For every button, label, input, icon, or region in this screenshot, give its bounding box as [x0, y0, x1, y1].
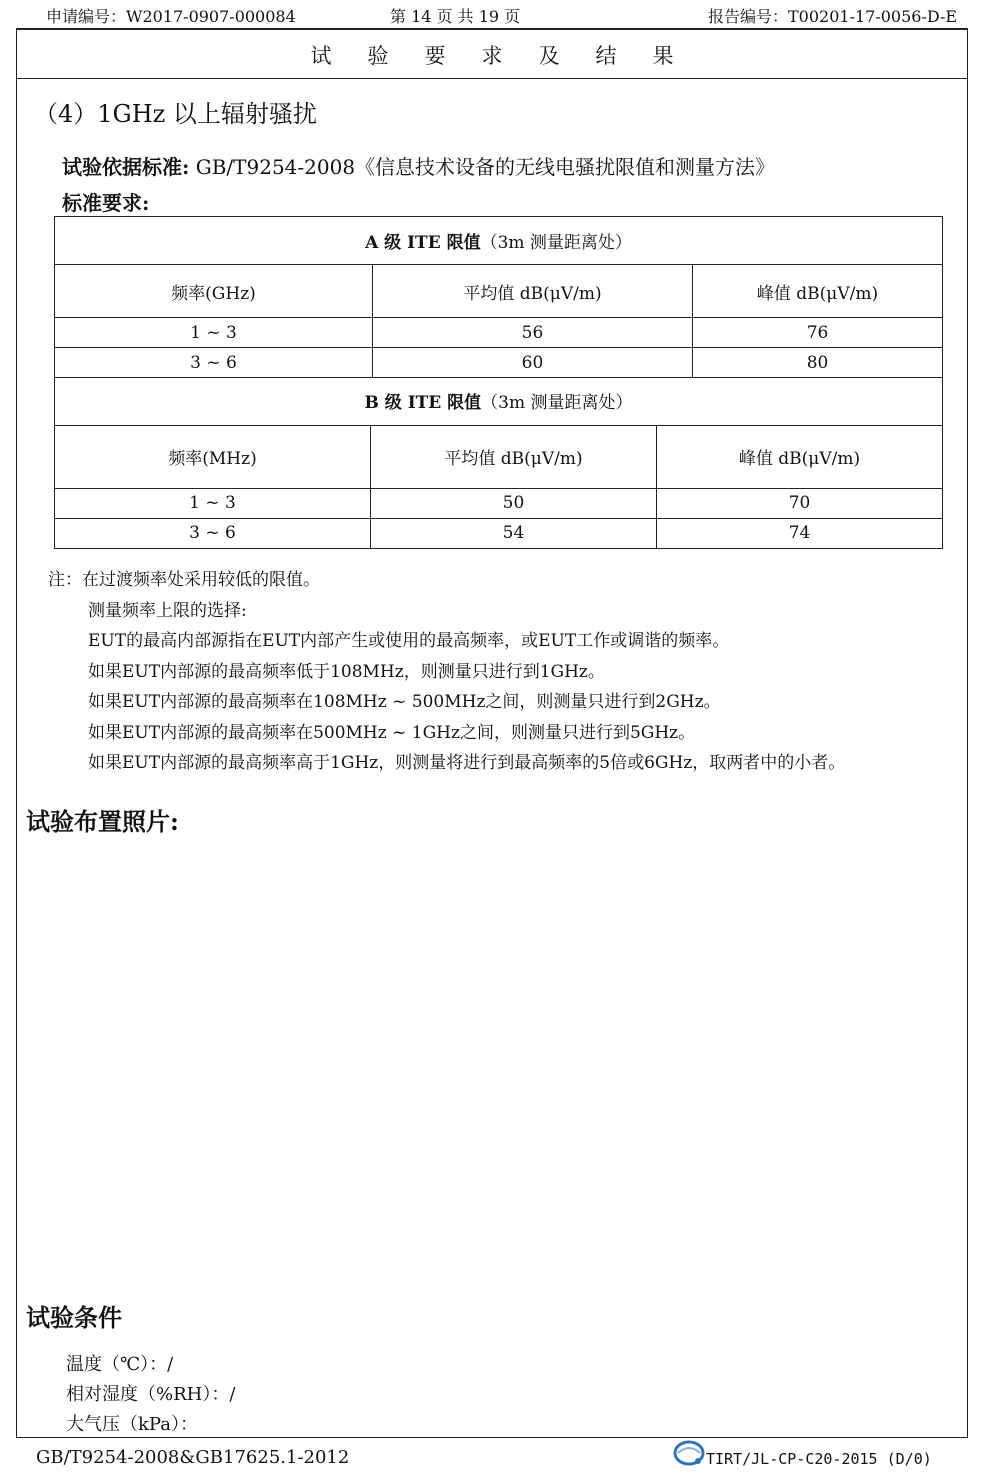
note-line: 测量频率上限的选择:: [88, 600, 247, 621]
column-header: 频率(GHz): [55, 265, 373, 318]
requirement-label: 标准要求:: [62, 191, 150, 215]
class-b-caption-rest: （3m 测量距离处）: [481, 393, 633, 414]
table-cell: 50: [371, 488, 657, 518]
banner-divider: [16, 78, 968, 79]
table-cell: 3 ~ 6: [55, 348, 373, 378]
test-standard-label: 试验依据标准:: [62, 155, 190, 179]
class-a-caption-rest: （3m 测量距离处）: [480, 233, 632, 253]
note-line: 注：在过渡频率处采用较低的限值。: [48, 570, 320, 590]
note-line: EUT的最高内部源指在EUT内部产生或使用的最高频率，或EUT工作或调谐的频率。: [88, 631, 730, 651]
page-number: 第 14 页 共 19 页: [390, 7, 521, 26]
table-cell: 1 ~ 3: [55, 318, 373, 348]
column-header: 平均值 dB(μV/m): [371, 425, 657, 488]
section-title: （4）1GHz 以上辐射骚扰: [34, 100, 317, 128]
conditions-title: 试验条件: [26, 1303, 122, 1332]
table-cell: 74: [657, 518, 943, 548]
class-b-caption-bold: B 级 ITE 限值: [364, 393, 482, 414]
table-row: [55, 518, 943, 548]
table-row: [55, 488, 943, 518]
table-cell: 60: [373, 348, 693, 378]
photo-section-title: 试验布置照片:: [26, 807, 179, 836]
class-a-limits-table: [54, 216, 943, 378]
condition-humidity: 相对湿度（%RH）：/: [66, 1384, 236, 1405]
footer-form-code: TIRT/JL-CP-C20-2015 (D/0): [706, 1450, 932, 1468]
class-b-caption: [55, 377, 943, 425]
notes: [48, 565, 845, 779]
column-header: 平均值 dB(μV/m): [373, 265, 693, 318]
application-number: 申请编号：W2017-0907-000084: [46, 7, 296, 26]
note-line: 如果EUT内部源的最高频率在108MHz ~ 500MHz之间，则测量只进行到2GHz。: [88, 692, 721, 712]
table-header-row: [55, 265, 943, 318]
note-line: 如果EUT内部源的最高频率在500MHz ~ 1GHz之间，则测量只进行到5GHz。: [88, 722, 696, 743]
test-standard-value: GB/T9254-2008《信息技术设备的无线电骚扰限值和测量方法》: [189, 155, 776, 179]
footer-standards: GB/T9254-2008&GB17625.1-2012: [36, 1447, 350, 1468]
column-header: 峰值 dB(μV/m): [693, 265, 943, 318]
company-logo-icon: [672, 1439, 706, 1467]
table-cell: 1 ~ 3: [55, 488, 371, 518]
condition-pressure: 大气压（kPa）：: [66, 1414, 198, 1435]
table-cell: 80: [693, 348, 943, 378]
class-a-caption: [55, 217, 943, 265]
class-b-limits-table: [54, 377, 943, 549]
table-cell: 76: [693, 318, 943, 348]
table-cell: 54: [371, 518, 657, 548]
table-header-row: [55, 425, 943, 488]
test-standard: [62, 151, 775, 180]
banner-title: 试验要求及结果: [310, 44, 710, 68]
column-header: 峰值 dB(μV/m): [657, 425, 943, 488]
condition-temperature: 温度（℃）：/: [66, 1354, 174, 1375]
note-line: 如果EUT内部源的最高频率高于1GHz，则测量将进行到最高频率的5倍或6GHz，取两者中的小者。: [88, 753, 846, 773]
table-cell: 56: [373, 318, 693, 348]
table-row: [55, 348, 943, 378]
table-row: [55, 318, 943, 348]
note-line: 如果EUT内部源的最高频率低于108MHz，则测量只进行到1GHz。: [88, 661, 605, 682]
class-a-caption-bold: A 级 ITE 限值: [365, 233, 481, 253]
column-header: 频率(MHz): [55, 425, 371, 488]
report-number: 报告编号：T00201-17-0056-D-E: [708, 7, 958, 26]
table-cell: 3 ~ 6: [55, 518, 371, 548]
table-cell: 70: [657, 488, 943, 518]
